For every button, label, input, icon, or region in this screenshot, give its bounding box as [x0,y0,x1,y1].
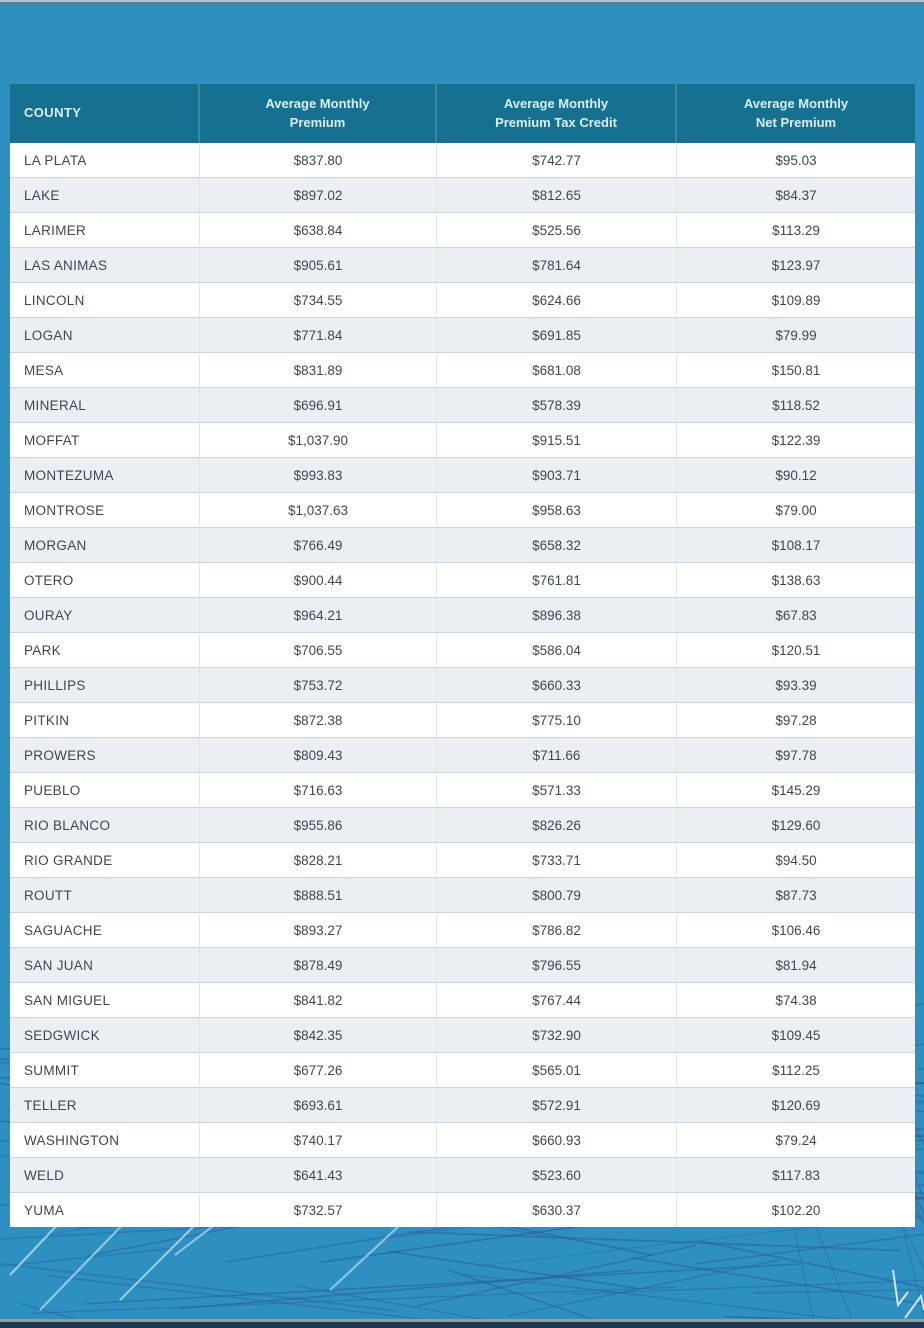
premium-table [10,84,915,1227]
avg-premium-cell: $693.61 [200,1088,437,1123]
county-cell: MINERAL [10,388,200,423]
column-header-label: Average Monthly [743,95,849,111]
bottom-edge-navy-strip [0,1322,924,1328]
county-cell: LAKE [10,178,200,213]
avg-premium-cell: $905.61 [200,248,437,283]
net-premium-cell: $109.89 [677,283,915,318]
avg-premium-cell: $831.89 [200,353,437,388]
tax-credit-cell: $624.66 [437,283,677,318]
county-cell: LOGAN [10,318,200,353]
avg-premium-cell: $771.84 [200,318,437,353]
table-row [10,598,915,633]
tax-credit-cell: $658.32 [437,528,677,563]
net-premium-cell: $81.94 [677,948,915,983]
county-cell: OURAY [10,598,200,633]
tax-credit-cell: $711.66 [437,738,677,773]
net-premium-cell: $106.46 [677,913,915,948]
avg-premium-cell: $766.49 [200,528,437,563]
tax-credit-cell: $630.37 [437,1193,677,1227]
net-premium-cell: $145.29 [677,773,915,808]
table-row [10,808,915,843]
column-header-net-premium [677,84,915,143]
avg-premium-cell: $1,037.63 [200,493,437,528]
avg-premium-cell: $841.82 [200,983,437,1018]
table-row [10,843,915,878]
avg-premium-cell: $706.55 [200,633,437,668]
table-row [10,773,915,808]
net-premium-cell: $90.12 [677,458,915,493]
table-row [10,983,915,1018]
table-row [10,423,915,458]
avg-premium-cell: $897.02 [200,178,437,213]
table-header-row [10,84,915,143]
column-header-county [10,84,200,143]
county-cell: SAN MIGUEL [10,983,200,1018]
table-row [10,528,915,563]
tax-credit-cell: $800.79 [437,878,677,913]
avg-premium-cell: $955.86 [200,808,437,843]
tax-credit-cell: $767.44 [437,983,677,1018]
tax-credit-cell: $691.85 [437,318,677,353]
net-premium-cell: $117.83 [677,1158,915,1193]
county-cell: PITKIN [10,703,200,738]
county-cell: MONTEZUMA [10,458,200,493]
avg-premium-cell: $641.43 [200,1158,437,1193]
tax-credit-cell: $732.90 [437,1018,677,1053]
table-row [10,1018,915,1053]
table-row [10,493,915,528]
county-cell: RIO BLANCO [10,808,200,843]
net-premium-cell: $122.39 [677,423,915,458]
avg-premium-cell: $837.80 [200,143,437,178]
column-header-label: Net Premium [755,114,837,130]
tax-credit-cell: $571.33 [437,773,677,808]
county-cell: TELLER [10,1088,200,1123]
net-premium-cell: $109.45 [677,1018,915,1053]
table-row [10,1088,915,1123]
column-header-label: Premium [289,114,346,130]
avg-premium-cell: $753.72 [200,668,437,703]
table-row [10,458,915,493]
table-body [10,143,915,1227]
tax-credit-cell: $565.01 [437,1053,677,1088]
avg-premium-cell: $993.83 [200,458,437,493]
net-premium-cell: $79.24 [677,1123,915,1158]
county-cell: YUMA [10,1193,200,1227]
tax-credit-cell: $826.26 [437,808,677,843]
net-premium-cell: $138.63 [677,563,915,598]
tax-credit-cell: $781.64 [437,248,677,283]
tax-credit-cell: $742.77 [437,143,677,178]
tax-credit-cell: $896.38 [437,598,677,633]
avg-premium-cell: $1,037.90 [200,423,437,458]
net-premium-cell: $123.97 [677,248,915,283]
table-row [10,948,915,983]
avg-premium-cell: $842.35 [200,1018,437,1053]
county-cell: WASHINGTON [10,1123,200,1158]
net-premium-cell: $97.78 [677,738,915,773]
tax-credit-cell: $796.55 [437,948,677,983]
tax-credit-cell: $775.10 [437,703,677,738]
net-premium-cell: $118.52 [677,388,915,423]
table-row [10,283,915,318]
tax-credit-cell: $525.56 [437,213,677,248]
table-row [10,738,915,773]
table-row [10,563,915,598]
top-edge-shade [0,2,924,5]
column-header-label: COUNTY [24,105,82,121]
net-premium-cell: $94.50 [677,843,915,878]
net-premium-cell: $102.20 [677,1193,915,1227]
avg-premium-cell: $964.21 [200,598,437,633]
net-premium-cell: $74.38 [677,983,915,1018]
county-cell: SAN JUAN [10,948,200,983]
net-premium-cell: $129.60 [677,808,915,843]
column-header-tax-credit [437,84,677,143]
county-cell: RIO GRANDE [10,843,200,878]
net-premium-cell: $112.25 [677,1053,915,1088]
tax-credit-cell: $660.93 [437,1123,677,1158]
table-row [10,388,915,423]
avg-premium-cell: $878.49 [200,948,437,983]
tax-credit-cell: $572.91 [437,1088,677,1123]
tax-credit-cell: $660.33 [437,668,677,703]
table-row [10,913,915,948]
county-cell: SEDGWICK [10,1018,200,1053]
net-premium-cell: $84.37 [677,178,915,213]
avg-premium-cell: $809.43 [200,738,437,773]
county-cell: MORGAN [10,528,200,563]
table-row [10,633,915,668]
net-premium-cell: $87.73 [677,878,915,913]
county-cell: PHILLIPS [10,668,200,703]
tax-credit-cell: $812.65 [437,178,677,213]
avg-premium-cell: $638.84 [200,213,437,248]
county-cell: ROUTT [10,878,200,913]
county-cell: OTERO [10,563,200,598]
net-premium-cell: $79.00 [677,493,915,528]
county-cell: SUMMIT [10,1053,200,1088]
tax-credit-cell: $903.71 [437,458,677,493]
avg-premium-cell: $696.91 [200,388,437,423]
table-row [10,248,915,283]
net-premium-cell: $93.39 [677,668,915,703]
tax-credit-cell: $915.51 [437,423,677,458]
net-premium-cell: $120.51 [677,633,915,668]
county-cell: MONTROSE [10,493,200,528]
avg-premium-cell: $740.17 [200,1123,437,1158]
tax-credit-cell: $681.08 [437,353,677,388]
net-premium-cell: $108.17 [677,528,915,563]
net-premium-cell: $97.28 [677,703,915,738]
table-row [10,878,915,913]
avg-premium-cell: $900.44 [200,563,437,598]
table-row [10,143,915,178]
county-cell: LARIMER [10,213,200,248]
tax-credit-cell: $786.82 [437,913,677,948]
table-row [10,703,915,738]
tax-credit-cell: $523.60 [437,1158,677,1193]
net-premium-cell: $150.81 [677,353,915,388]
column-header-label: Premium Tax Credit [495,114,617,130]
tax-credit-cell: $761.81 [437,563,677,598]
table-row [10,1158,915,1193]
net-premium-cell: $79.99 [677,318,915,353]
avg-premium-cell: $732.57 [200,1193,437,1227]
table-row [10,178,915,213]
column-header-avg-premium [200,84,437,143]
avg-premium-cell: $734.55 [200,283,437,318]
tax-credit-cell: $733.71 [437,843,677,878]
county-cell: MOFFAT [10,423,200,458]
county-cell: SAGUACHE [10,913,200,948]
county-cell: PROWERS [10,738,200,773]
county-cell: LA PLATA [10,143,200,178]
county-cell: PUEBLO [10,773,200,808]
tax-credit-cell: $578.39 [437,388,677,423]
county-cell: WELD [10,1158,200,1193]
avg-premium-cell: $893.27 [200,913,437,948]
avg-premium-cell: $828.21 [200,843,437,878]
avg-premium-cell: $677.26 [200,1053,437,1088]
table-row [10,1053,915,1088]
table-row [10,318,915,353]
tax-credit-cell: $586.04 [437,633,677,668]
net-premium-cell: $95.03 [677,143,915,178]
county-cell: MESA [10,353,200,388]
tax-credit-cell: $958.63 [437,493,677,528]
column-header-label: Average Monthly [265,95,370,111]
county-cell: LAS ANIMAS [10,248,200,283]
table-row [10,1193,915,1227]
column-header-label: Average Monthly [503,95,609,111]
net-premium-cell: $113.29 [677,213,915,248]
table-row [10,668,915,703]
table-row [10,1123,915,1158]
table-row [10,353,915,388]
net-premium-cell: $67.83 [677,598,915,633]
avg-premium-cell: $888.51 [200,878,437,913]
county-cell: PARK [10,633,200,668]
avg-premium-cell: $716.63 [200,773,437,808]
county-cell: LINCOLN [10,283,200,318]
table-row [10,213,915,248]
net-premium-cell: $120.69 [677,1088,915,1123]
avg-premium-cell: $872.38 [200,703,437,738]
